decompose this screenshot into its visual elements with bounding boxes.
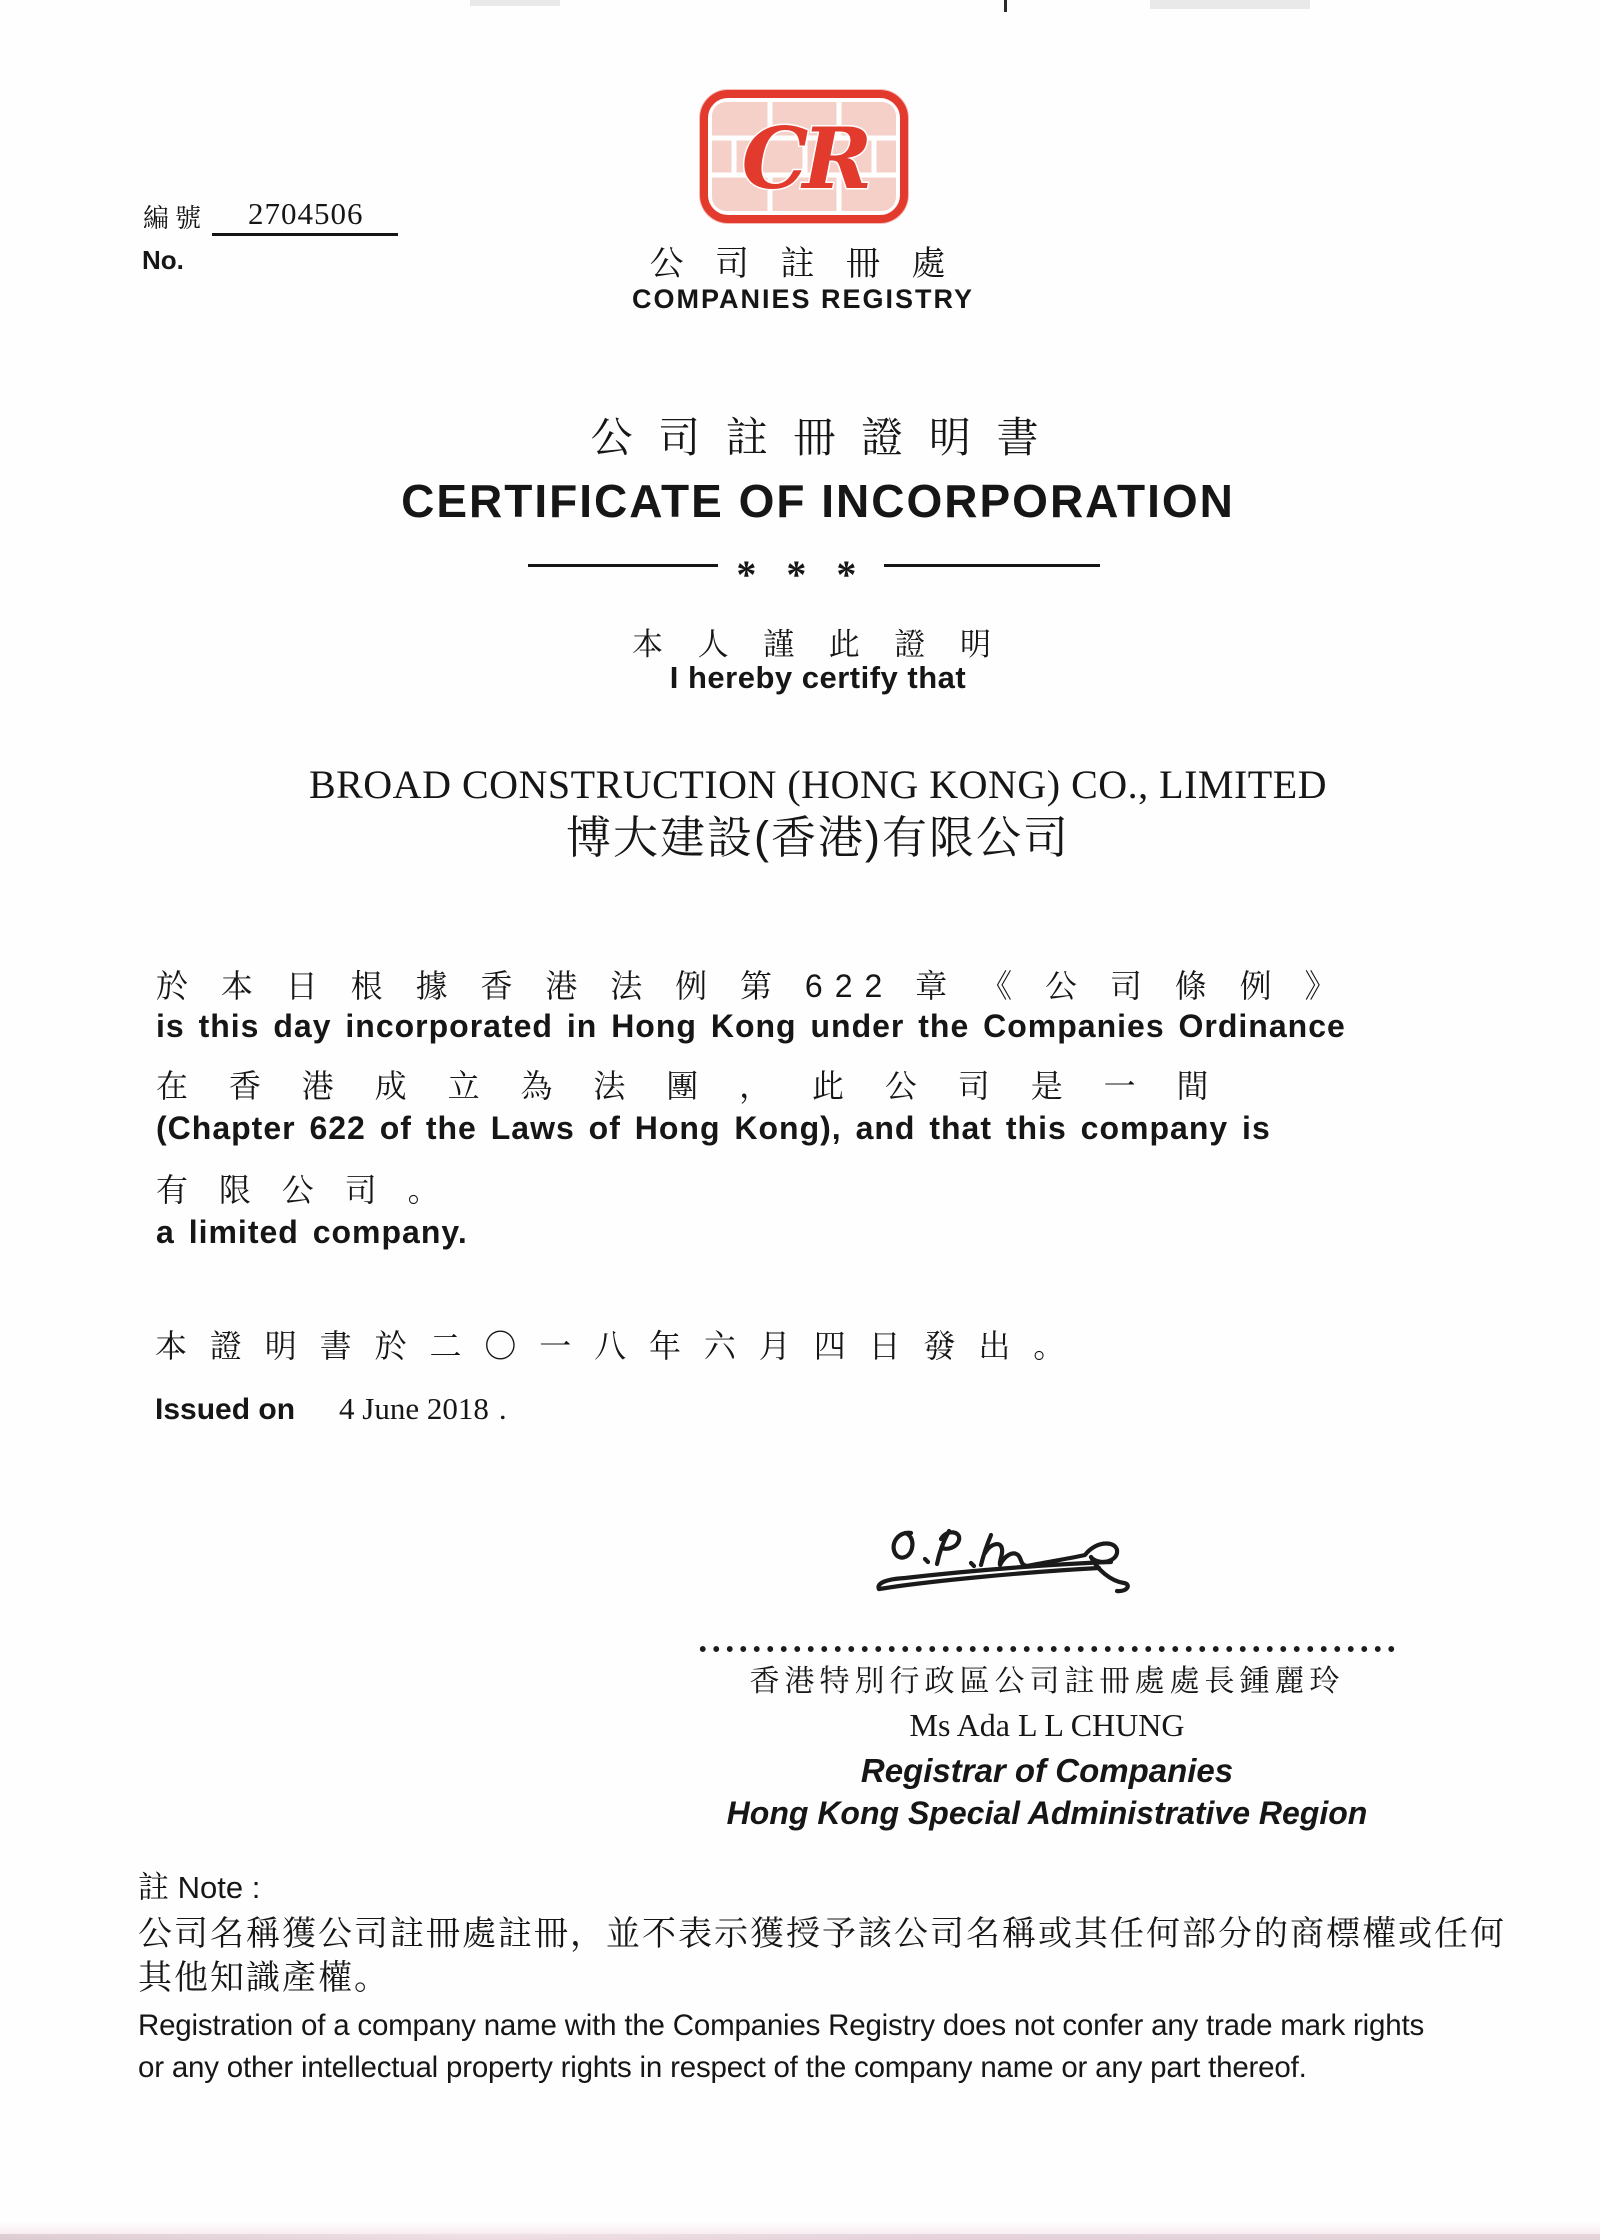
companies-registry-logo xyxy=(700,90,908,223)
title-divider xyxy=(528,542,1100,597)
body-text-block xyxy=(156,970,1349,1248)
body-line3-en: a limited company. xyxy=(156,1214,468,1250)
registrar-title-line2: Hong Kong Special Administrative Region xyxy=(726,1795,1368,1832)
note-en-line1: Registration of a company name with the Companies Registry does not confer any trade mark rights xyxy=(138,2009,1424,2042)
registrar-line-zh: 香港特別行政區公司註冊處處長鍾麗玲 xyxy=(749,1665,1345,1698)
body-line1-en: is this day incorporated in Hong Kong under the Companies Ordinance xyxy=(156,1008,1346,1044)
note-label: 註 Note : xyxy=(138,1870,261,1905)
signature-block xyxy=(696,1512,1398,1832)
divider-stars: * * * xyxy=(736,552,867,597)
note-zh-line2: 其他知識產權。 xyxy=(138,1959,390,1997)
registrar-signature xyxy=(865,1512,1165,1610)
body-line1-zh: 於 本 日 根 據 香 港 法 例 第 622 章 《 公 司 條 例 》 xyxy=(156,968,1349,1004)
body-line2-zh: 在 香 港 成 立 為 法 團 ， 此 公 司 是 一 間 xyxy=(156,1068,1225,1104)
divider-line-left xyxy=(528,564,718,567)
scan-speck xyxy=(1150,0,1310,9)
body-line2-en: (Chapter 622 of the Laws of Hong Kong), and that this company is xyxy=(156,1110,1271,1146)
company-name-en: BROAD CONSTRUCTION (HONG KONG) CO., LIMITED xyxy=(308,762,1328,807)
issued-date-period: . xyxy=(498,1391,507,1426)
certify-statement-en: I hereby certify that xyxy=(669,660,967,695)
issued-block xyxy=(155,1330,1072,1425)
registry-name-zh: 公 司 註 冊 處 xyxy=(649,245,957,283)
issued-date: 4 June 2018 xyxy=(339,1391,489,1426)
company-name-zh: 博大建設(香港)有限公司 xyxy=(566,812,1070,863)
number-underline xyxy=(212,233,398,236)
registrar-title-line1: Registrar of Companies xyxy=(860,1752,1234,1790)
cr-logo-graphic xyxy=(712,102,896,211)
certify-statement-zh: 本 人 謹 此 證 明 xyxy=(631,627,1005,662)
certificate-number: 2704506 xyxy=(248,196,364,231)
issued-statement-zh: 本 證 明 書 於 二 〇 一 八 年 六 月 四 日 發 出 。 xyxy=(155,1328,1073,1364)
scan-tick xyxy=(1004,0,1007,12)
bottom-scan-artifact-edge xyxy=(0,2234,1600,2240)
issued-statement-en xyxy=(155,1393,1072,1425)
registrar-name: Ms Ada L L CHUNG xyxy=(909,1706,1185,1743)
divider-line-right xyxy=(884,564,1100,567)
cr-monogram: CR xyxy=(741,109,867,208)
number-label-en: No. xyxy=(142,245,184,275)
certificate-title-en: CERTIFICATE OF INCORPORATION xyxy=(401,475,1235,527)
note-block xyxy=(138,1872,1518,2082)
note-en-line2: or any other intellectual property rights in respect of the company name or any part thereof. xyxy=(138,2050,1307,2084)
note-zh-line1: 公司名稱獲公司註冊處註冊，並不表示獲授予該公司名稱或其任何部分的商標權或任何 xyxy=(138,1915,1506,1953)
signature-dotted-line xyxy=(696,1645,1398,1653)
registry-name-en: COMPANIES REGISTRY xyxy=(631,284,975,314)
scan-speck xyxy=(470,0,560,6)
issued-on-label: Issued on xyxy=(155,1393,296,1426)
body-line3-zh: 有 限 公 司 。 xyxy=(156,1172,451,1208)
number-label-zh: 編號 xyxy=(143,203,208,233)
certificate-title-zh: 公 司 註 冊 證 明 書 xyxy=(590,414,1046,461)
